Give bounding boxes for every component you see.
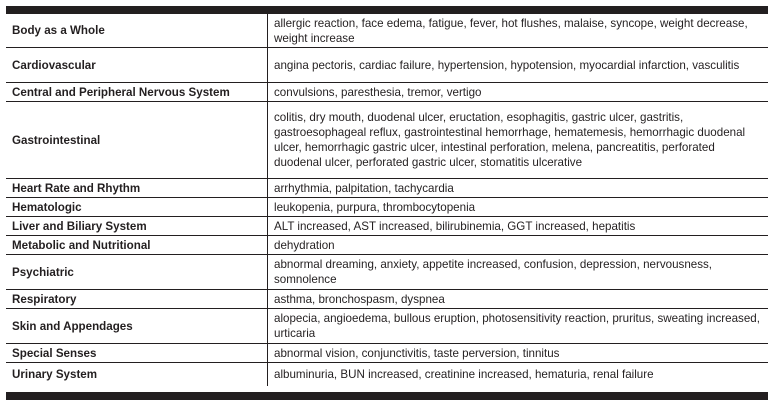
category-cell: Psychiatric: [6, 255, 268, 289]
table-row: [6, 255, 768, 290]
events-cell: abnormal dreaming, anxiety, appetite increased, confusion, depression, nervousness, somnolence: [274, 258, 713, 286]
category-cell: Cardiovascular: [6, 48, 268, 82]
events-cell: allergic reaction, face edema, fatigue, fever, hot flushes, malaise, syncope, weight decrease, weight increase: [274, 16, 748, 45]
table-row: [6, 83, 768, 102]
table-row: [6, 14, 768, 48]
category-cell: Respiratory: [6, 290, 268, 308]
category-cell: Liver and Biliary System: [6, 217, 268, 235]
category-cell: Heart Rate and Rhythm: [6, 179, 268, 197]
events-cell: ALT increased, AST increased, bilirubinemia, GGT increased, hepatitis: [274, 219, 636, 233]
table-row: [6, 179, 768, 198]
events-cell: alopecia, angioedema, bullous eruption, photosensitivity reaction, pruritus, sweating increased, urticaria: [274, 312, 760, 340]
table-row: [6, 102, 768, 179]
table-row: [6, 48, 768, 83]
table-row: [6, 309, 768, 344]
top-rule: [6, 6, 768, 14]
events-cell: abnormal vision, conjunctivitis, taste perversion, tinnitus: [274, 346, 560, 360]
events-cell: asthma, bronchospasm, dyspnea: [274, 292, 445, 306]
category-cell: Hematologic: [6, 198, 268, 216]
adverse-events-table-container: [6, 6, 768, 398]
events-cell: arrhythmia, palpitation, tachycardia: [274, 181, 454, 195]
category-cell: Metabolic and Nutritional: [6, 236, 268, 254]
table-row: [6, 236, 768, 255]
category-cell: Central and Peripheral Nervous System: [6, 83, 268, 101]
events-cell: colitis, dry mouth, duodenal ulcer, eructation, esophagitis, gastric ulcer, gastritis, gastroesophageal reflux, gastrointestinal hemorrhage, hematemesis, hemorrhagic duodenal ulcer, hemorrhagic gastric ulcer, intestinal perforation, melena, pancreatitis, perforated duodenal ulcer, perforated gastric ulcer, stomatitis ulcerative: [274, 111, 746, 169]
table-row: [6, 198, 768, 217]
table-row: [6, 290, 768, 309]
events-cell: albuminuria, BUN increased, creatinine increased, hematuria, renal failure: [274, 368, 654, 381]
table-row: [6, 363, 768, 386]
events-cell: dehydration: [274, 238, 335, 252]
category-cell: Skin and Appendages: [6, 309, 268, 343]
bottom-rule: [6, 392, 768, 400]
table-row: [6, 344, 768, 363]
events-cell: leukopenia, purpura, thrombocytopenia: [274, 200, 476, 214]
category-cell: Gastrointestinal: [6, 102, 268, 178]
events-cell: convulsions, paresthesia, tremor, vertigo: [274, 85, 482, 99]
category-cell: Urinary System: [6, 363, 268, 386]
events-cell: angina pectoris, cardiac failure, hypertension, hypotension, myocardial infarction, vasculitis: [274, 58, 740, 72]
category-cell: Body as a Whole: [6, 14, 268, 47]
category-cell: Special Senses: [6, 344, 268, 362]
adverse-events-table: [6, 14, 768, 386]
table-row: [6, 217, 768, 236]
